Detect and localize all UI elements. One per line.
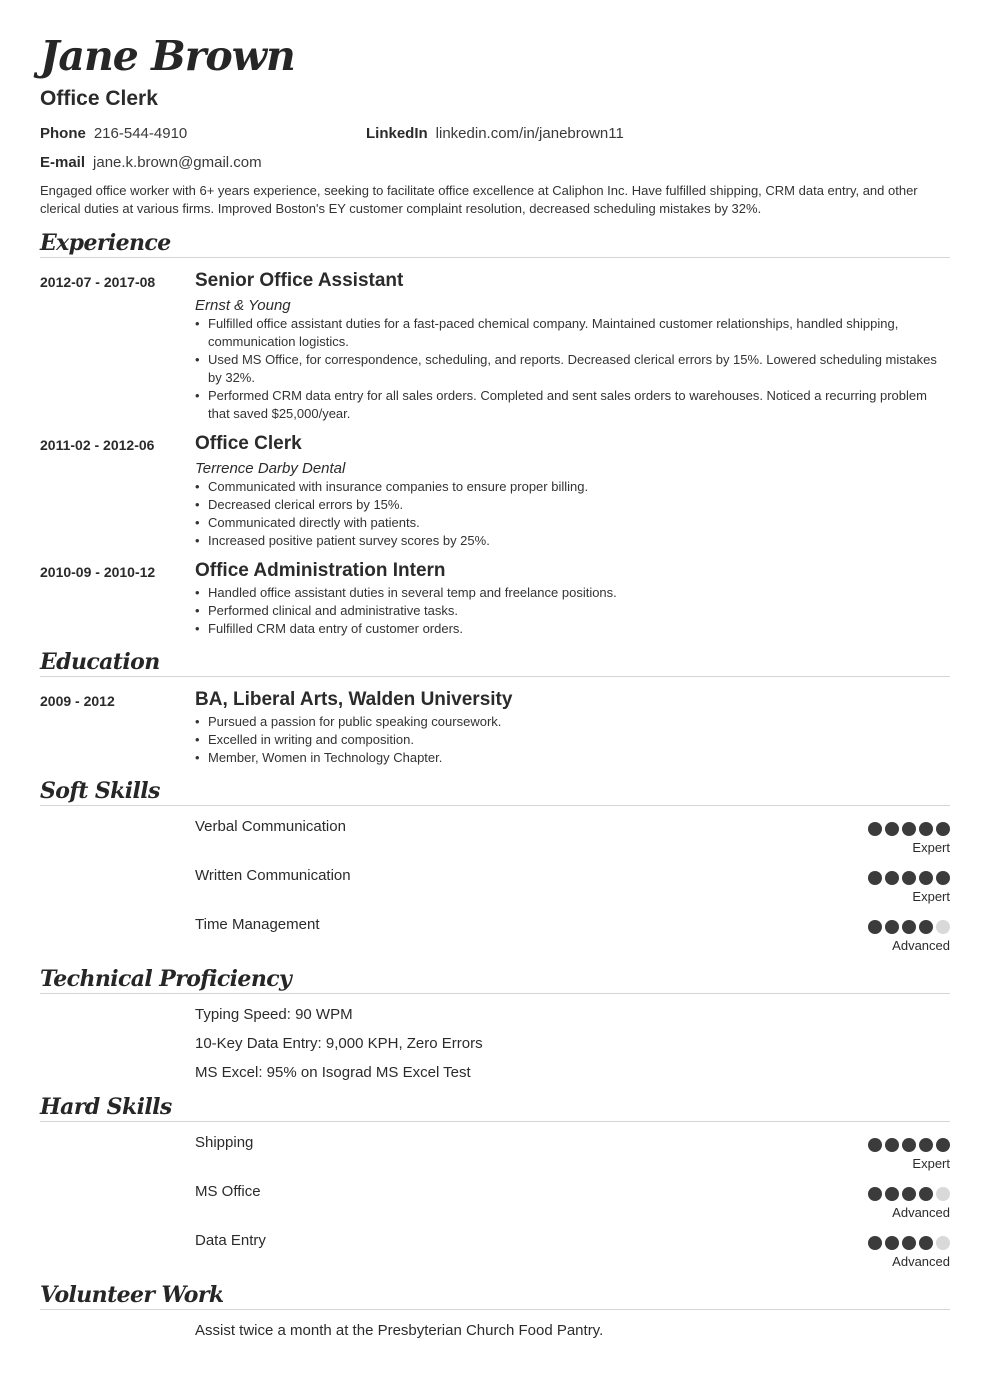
job-title: Office Clerk — [40, 87, 158, 110]
technical-item: 10-Key Data Entry: 9,000 KPH, Zero Errors — [195, 1035, 483, 1052]
skill-name: MS Office — [195, 1183, 261, 1200]
section-title: Soft Skills — [40, 778, 160, 804]
skill-row — [40, 867, 950, 911]
skill-row — [40, 1134, 950, 1178]
rating-dot-filled-icon — [902, 1187, 916, 1201]
email-label: E-mail — [40, 154, 86, 171]
rating-dot-filled-icon — [868, 1187, 882, 1201]
entry-dates: 2009 - 2012 — [40, 693, 115, 709]
rating-dot-filled-icon — [885, 822, 899, 836]
rating-dot-filled-icon — [902, 1138, 916, 1152]
skill-level: Advanced — [892, 1254, 950, 1269]
bullet-item: • Communicated directly with patients. — [195, 514, 945, 532]
contact-linkedin — [366, 125, 624, 142]
section-heading-hard-skills — [40, 1091, 950, 1122]
rating-dot-filled-icon — [902, 920, 916, 934]
rating-dot-filled-icon — [919, 1236, 933, 1250]
phone-label: Phone — [40, 125, 86, 142]
entry-title: Office Administration Intern — [195, 560, 446, 581]
bullet-item: • Increased positive patient survey scores by 25%. — [195, 532, 945, 550]
rating-dot-filled-icon — [902, 1236, 916, 1250]
rating-dot-filled-icon — [868, 1236, 882, 1250]
skill-level: Expert — [912, 889, 950, 904]
skill-rating — [868, 1138, 950, 1152]
entry-title: Senior Office Assistant — [195, 270, 404, 291]
rating-dot-filled-icon — [919, 822, 933, 836]
bullet-item: • Excelled in writing and composition. — [195, 731, 945, 749]
technical-item: Typing Speed: 90 WPM — [195, 1006, 353, 1023]
entry-company: Terrence Darby Dental — [195, 460, 346, 477]
bullet-item: • Member, Women in Technology Chapter. — [195, 749, 945, 767]
entry-dates: 2010-09 - 2010-12 — [40, 564, 156, 580]
skill-rating — [868, 822, 950, 836]
contact-phone — [40, 125, 187, 142]
rating-dot-filled-icon — [868, 1138, 882, 1152]
skill-level: Advanced — [892, 938, 950, 953]
linkedin-label: LinkedIn — [366, 125, 428, 142]
rating-dot-filled-icon — [868, 822, 882, 836]
bullet-item: • Handled office assistant duties in several temp and freelance positions. — [195, 584, 945, 602]
rating-dot-filled-icon — [919, 1138, 933, 1152]
skill-rating — [868, 920, 950, 934]
entry-company: Ernst & Young — [195, 297, 291, 314]
section-heading-education — [40, 646, 950, 677]
rating-dot-filled-icon — [885, 1138, 899, 1152]
section-heading-technical-proficiency — [40, 963, 950, 994]
skill-row — [40, 818, 950, 862]
bullet-item: • Used MS Office, for correspondence, scheduling, and reports. Decreased clerical errors by 15%. Lowered scheduling mistakes by 32%. — [195, 351, 945, 387]
skill-rating — [868, 871, 950, 885]
rating-dot-filled-icon — [885, 1236, 899, 1250]
section-title: Technical Proficiency — [40, 966, 292, 992]
bullet-item: • Pursued a passion for public speaking coursework. — [195, 713, 945, 731]
rating-dot-filled-icon — [919, 871, 933, 885]
skill-name: Data Entry — [195, 1232, 266, 1249]
entry-title: Office Clerk — [195, 433, 302, 454]
entry-bullets — [195, 478, 945, 550]
bullet-item: • Performed CRM data entry for all sales orders. Completed and sent sales orders to warehouses. Noticed a recurring problem that saved $25,000/year. — [195, 387, 945, 423]
rating-dot-filled-icon — [885, 920, 899, 934]
skill-rating — [868, 1187, 950, 1201]
rating-dot-empty-icon — [936, 1236, 950, 1250]
bullet-item: • Communicated with insurance companies to ensure proper billing. — [195, 478, 945, 496]
rating-dot-filled-icon — [868, 920, 882, 934]
rating-dot-filled-icon — [902, 871, 916, 885]
skill-name: Shipping — [195, 1134, 254, 1151]
skill-name: Time Management — [195, 916, 320, 933]
phone-value: 216-544-4910 — [93, 125, 188, 142]
skill-row — [40, 916, 950, 960]
section-heading-experience — [40, 227, 950, 258]
section-heading-volunteer-work — [40, 1279, 950, 1310]
section-title: Volunteer Work — [40, 1282, 224, 1308]
skill-name: Verbal Communication — [195, 818, 346, 835]
bullet-item: • Fulfilled office assistant duties for a fast-paced chemical company. Maintained customer relationships, handled shipping, communication logistics. — [195, 315, 945, 351]
skill-row — [40, 1232, 950, 1276]
volunteer-item: Assist twice a month at the Presbyterian Church Food Pantry. — [195, 1322, 604, 1339]
rating-dot-filled-icon — [936, 1138, 950, 1152]
entry-title: BA, Liberal Arts, Walden University — [195, 689, 513, 710]
email-value[interactable]: jane.k.brown@gmail.com — [93, 154, 262, 171]
bullet-item: • Fulfilled CRM data entry of customer orders. — [195, 620, 945, 638]
contact-email — [40, 154, 262, 171]
skill-rating — [868, 1236, 950, 1250]
section-title: Experience — [40, 230, 171, 256]
rating-dot-filled-icon — [936, 871, 950, 885]
entry-dates: 2012-07 - 2017-08 — [40, 274, 156, 290]
linkedin-value[interactable]: linkedin.com/in/janebrown11 — [435, 125, 624, 142]
technical-item: MS Excel: 95% on Isograd MS Excel Test — [195, 1064, 471, 1081]
bullet-item: • Performed clinical and administrative tasks. — [195, 602, 945, 620]
section-title: Education — [40, 649, 160, 675]
rating-dot-filled-icon — [936, 822, 950, 836]
rating-dot-empty-icon — [936, 1187, 950, 1201]
skill-level: Advanced — [892, 1205, 950, 1220]
rating-dot-filled-icon — [885, 1187, 899, 1201]
entry-bullets — [195, 584, 945, 638]
entry-bullets — [195, 315, 945, 423]
rating-dot-filled-icon — [902, 822, 916, 836]
skill-level: Expert — [912, 840, 950, 855]
candidate-name: Jane Brown — [40, 32, 295, 80]
rating-dot-filled-icon — [885, 871, 899, 885]
section-heading-soft-skills — [40, 775, 950, 806]
entry-dates: 2011-02 - 2012-06 — [40, 437, 155, 453]
bullet-item: • Decreased clerical errors by 15%. — [195, 496, 945, 514]
skill-level: Expert — [912, 1156, 950, 1171]
skill-name: Written Communication — [195, 867, 351, 884]
section-title: Hard Skills — [40, 1094, 172, 1120]
entry-bullets — [195, 713, 945, 767]
skill-row — [40, 1183, 950, 1227]
summary: Engaged office worker with 6+ years experience, seeking to facilitate office excellence at Caliphon Inc. Have fulfilled shipping, CRM data entry, and other clerical duties at various firms. Improved Boston's EY customer complaint resolution, decreased scheduling mistakes by 32%. — [40, 183, 918, 216]
rating-dot-filled-icon — [919, 920, 933, 934]
rating-dot-empty-icon — [936, 920, 950, 934]
rating-dot-filled-icon — [919, 1187, 933, 1201]
rating-dot-filled-icon — [868, 871, 882, 885]
